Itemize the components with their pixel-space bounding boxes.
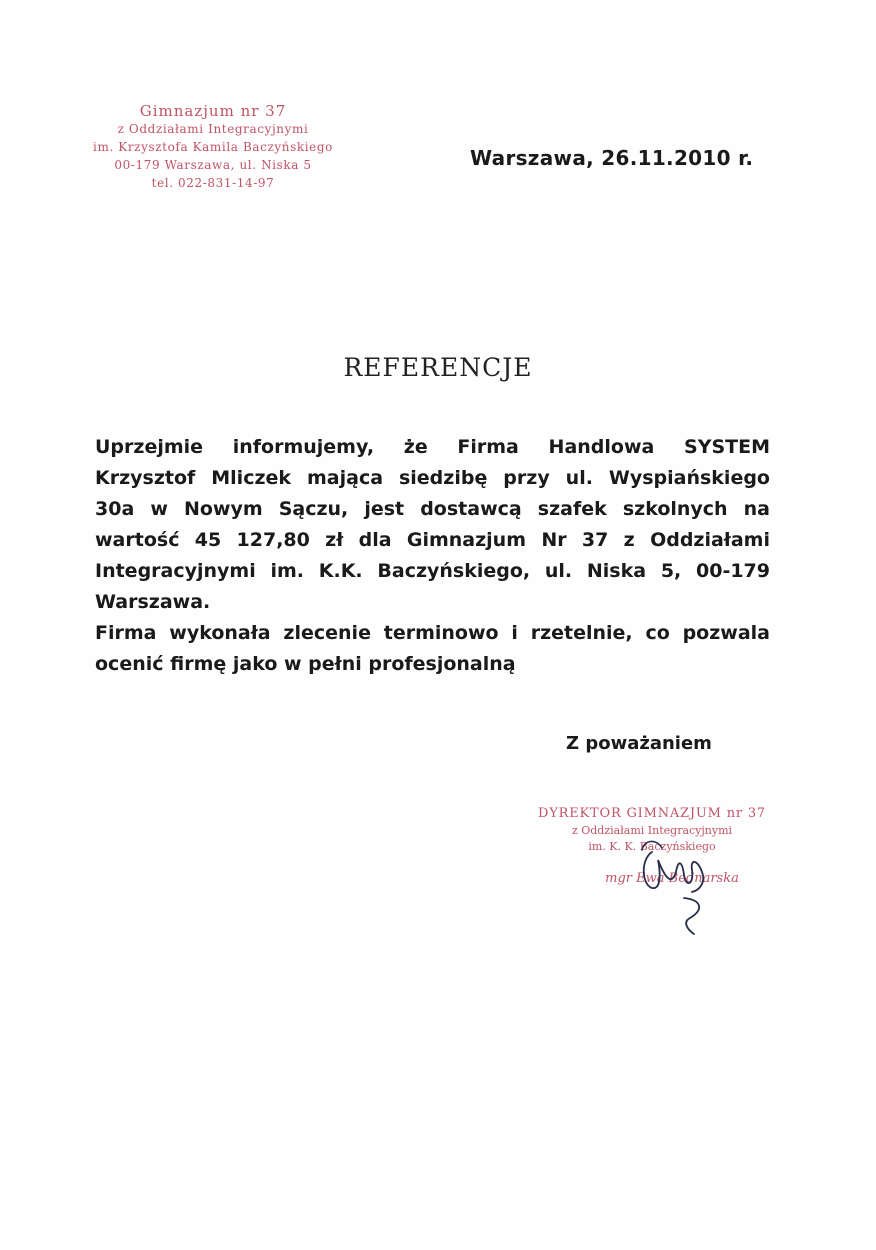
body-line: Firma wykonała zlecenie terminowo i rzetelnie, co pozwala [95, 622, 770, 644]
director-stamp-patron: im. K. K. Baczyńskiego [588, 840, 716, 853]
director-stamp-departments: z Oddziałami Integracyjnymi [571, 824, 733, 837]
body-line: Krzysztof Mliczek mająca siedzibę przy ul. Wyspiańskiego [95, 467, 770, 489]
body-line: Uprzejmie informujemy, że Firma Handlowa SYSTEM [95, 436, 770, 458]
body-line: Warszawa. [95, 591, 211, 613]
closing-salutation: Z poważaniem [566, 733, 712, 754]
stamp-line-school-name: Gimnazjum nr 37 [139, 102, 287, 120]
body-line: ocenić firmę jako w pełni profesjonalną [95, 653, 516, 675]
handwritten-signature [622, 830, 722, 940]
stamp-line-patron: im. Krzysztofa Kamila Baczyńskiego [93, 140, 333, 154]
body-line: wartość 45 127,80 zł dla Gimnazjum Nr 37 z Oddziałami [95, 529, 770, 551]
document-date: Warszawa, 26.11.2010 r. [470, 146, 754, 170]
letter-body [95, 432, 770, 680]
body-line: Integracyjnymi im. K.K. Baczyńskiego, ul. Niska 5, 00-179 [95, 560, 770, 582]
director-stamp-name: mgr Ewa Bednarska [605, 871, 739, 886]
director-stamp-title: DYREKTOR GIMNAZJUM nr 37 [538, 806, 766, 821]
document-title: REFERENCJE [343, 353, 533, 382]
body-line: 30a w Nowym Sączu, jest dostawcą szafek szkolnych na [95, 498, 770, 520]
school-stamp [82, 102, 344, 192]
stamp-line-address: 00-179 Warszawa, ul. Niska 5 [114, 158, 312, 172]
stamp-line-phone: tel. 022-831-14-97 [151, 176, 275, 190]
stamp-line-departments: z Oddziałami Integracyjnymi [117, 122, 309, 136]
